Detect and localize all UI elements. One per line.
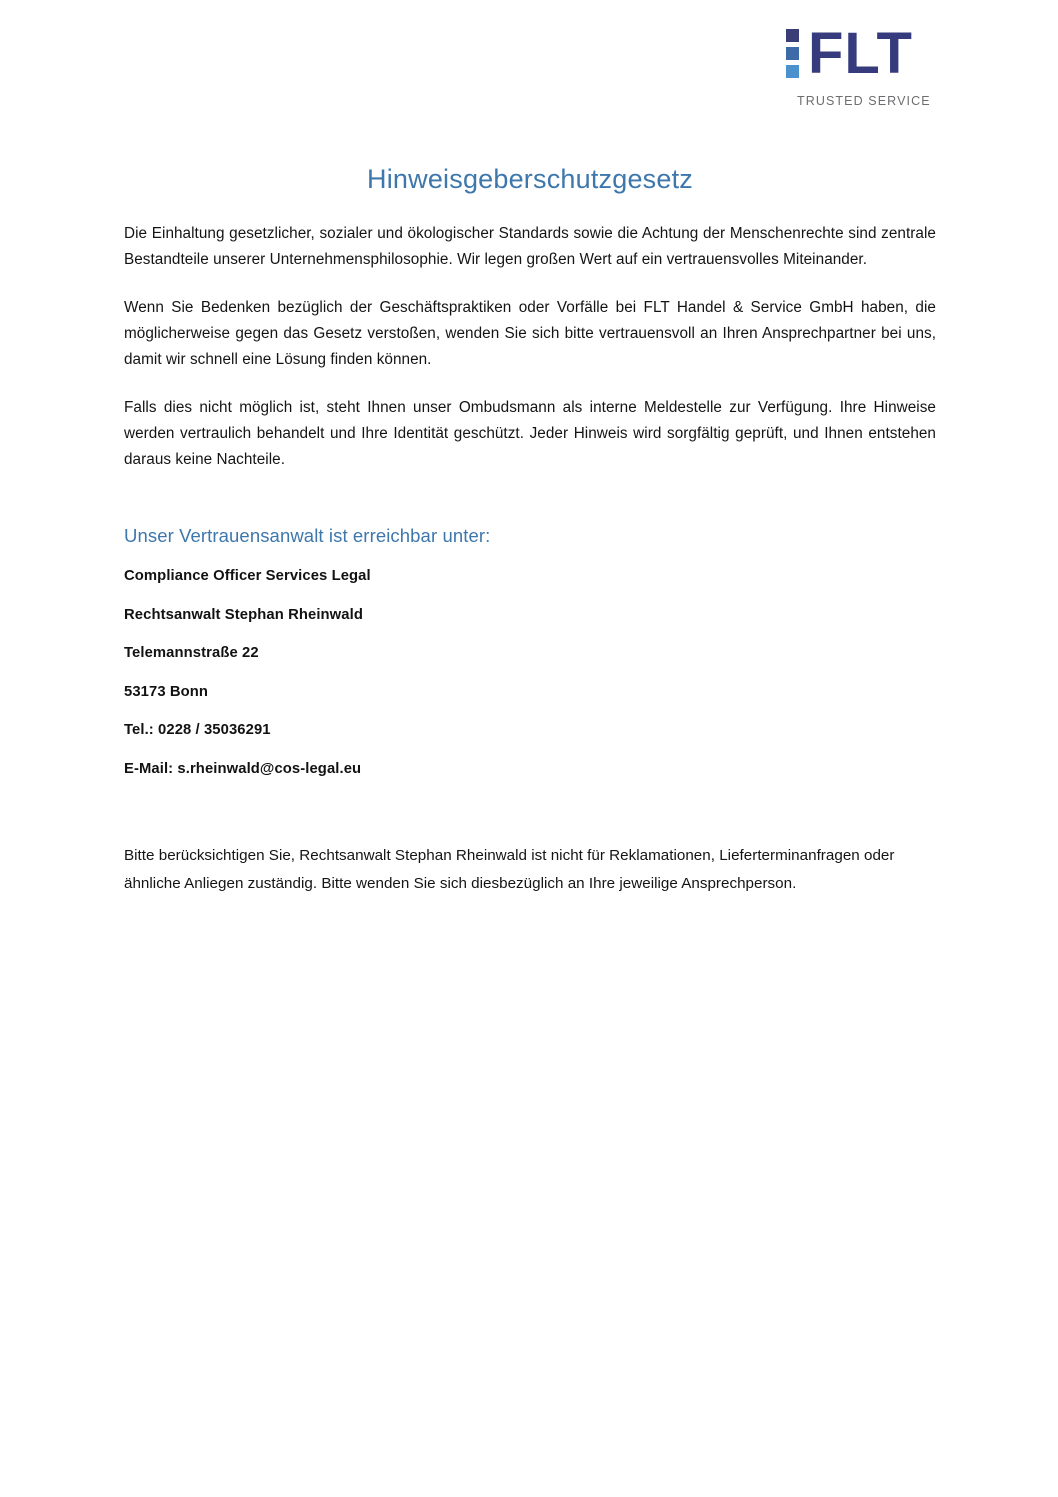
logo-tagline-text: TRUSTED SERVICE bbox=[797, 94, 931, 108]
contact-line-email: E-Mail: s.rheinwald@cos-legal.eu bbox=[124, 760, 362, 777]
document-content bbox=[124, 0, 936, 898]
intro-paragraph-2: Wenn Sie Bedenken bezüglich der Geschäftspraktiken oder Vorfälle bei FLT Handel & Service GmbH haben, die möglicherweise gegen das Gesetz verstoßen, wenden Sie sich bitte vertrauensvoll an Ihren Ansprechpartner bei uns, damit wir schnell eine Lösung finden können. bbox=[124, 299, 936, 368]
page-title: Hinweisgeberschutzgesetz bbox=[367, 164, 693, 194]
logo-wordmark-text: FLT bbox=[808, 21, 913, 86]
contact-section-heading: Unser Vertrauensanwalt ist erreichbar unter: bbox=[124, 525, 491, 546]
contact-line-person: Rechtsanwalt Stephan Rheinwald bbox=[124, 606, 363, 623]
contact-line-street: Telemannstraße 22 bbox=[124, 645, 259, 661]
contact-line-phone: Tel.: 0228 / 35036291 bbox=[124, 722, 271, 738]
intro-paragraph-3: Falls dies nicht möglich ist, steht Ihnen unser Ombudsmann als interne Meldestelle zur Verfügung. Ihre Hinweise werden vertraulich behandelt und Ihre Identität geschützt. Jeder Hinweis wird sorgfältig geprüft, und Ihnen entstehen daraus keine Nachteile. bbox=[124, 399, 936, 468]
responsibility-note: Bitte berücksichtigen Sie, Rechtsanwalt Stephan Rheinwald ist nicht für Reklamationen, Lieferterminanfragen oder ähnliche Anliegen zuständig. Bitte wenden Sie sich diesbezüglich an Ihre jeweilige Ansprechperson. bbox=[124, 847, 895, 892]
contact-details-list bbox=[124, 548, 936, 779]
contact-line-organisation: Compliance Officer Services Legal bbox=[124, 568, 371, 584]
contact-line-city: 53173 Bonn bbox=[124, 683, 209, 700]
intro-paragraph-1: Die Einhaltung gesetzlicher, sozialer und ökologischer Standards sowie die Achtung der Menschenrechte sind zentrale Bestandteile unserer Unternehmensphilosophie. Wir legen großen Wert auf ein vertrauensvolles Miteinander. bbox=[124, 225, 936, 268]
